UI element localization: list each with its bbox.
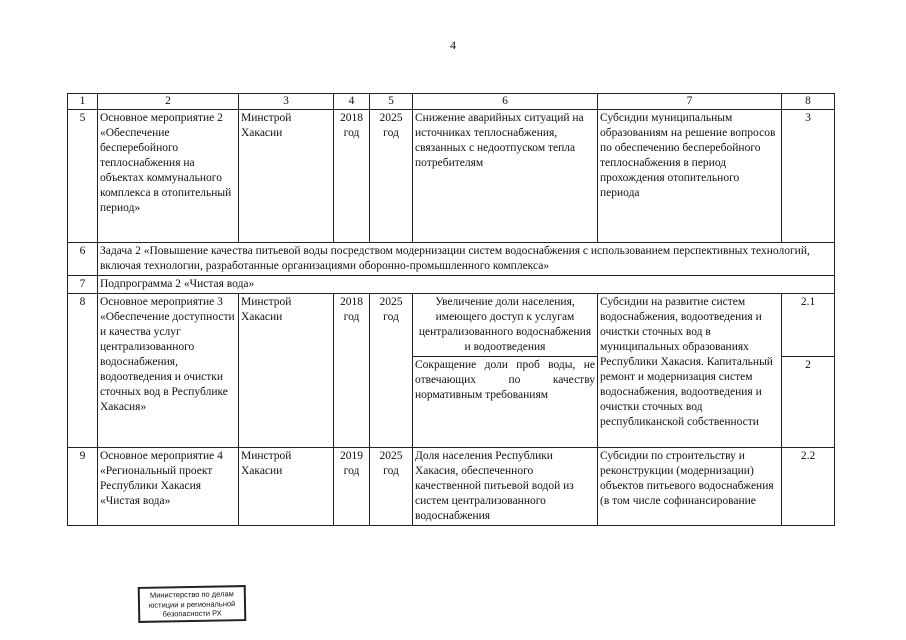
row-number: 9 <box>68 448 98 526</box>
main-measures: Субсидии по строительству и реконструкции (модернизации) объектов питьевого водоснабжения (в том числе софинансирование <box>598 448 782 526</box>
indicator-link: 2.1 <box>782 294 835 357</box>
table-row <box>68 276 835 294</box>
table-row <box>68 110 835 243</box>
end-year: 2025 год <box>370 110 413 243</box>
header-cell: 3 <box>239 94 334 110</box>
header-cell: 4 <box>334 94 370 110</box>
stamp-line: безопасности РХ <box>162 608 222 619</box>
activity-name: Основное мероприятие 2 «Обеспечение бесперебойного теплоснабжения на объектах коммунального комплекса в отопительный период» <box>98 110 239 243</box>
start-year: 2018 год <box>334 294 370 448</box>
expected-result: Сокращение доли проб воды, не отвечающих по качеству нормативным требованиям <box>413 357 598 448</box>
row-number: 7 <box>68 276 98 294</box>
executor: Минстрой Хакасии <box>239 110 334 243</box>
task-heading: Задача 2 «Повышение качества питьевой воды посредством модернизации систем водоснабжения с использованием перспективных технологий, включая технологии, разработанные организациями оборонно-промышленного комплекса» <box>98 243 835 276</box>
header-cell: 1 <box>68 94 98 110</box>
indicator-link: 2 <box>782 357 835 448</box>
row-number: 6 <box>68 243 98 276</box>
subprogram-heading: Подпрограмма 2 «Чистая вода» <box>98 276 835 294</box>
end-year: 2025 год <box>370 448 413 526</box>
header-row <box>68 94 835 110</box>
start-year: 2018 год <box>334 110 370 243</box>
indicator-link: 3 <box>782 110 835 243</box>
header-cell: 6 <box>413 94 598 110</box>
table-row <box>68 243 835 276</box>
activity-name: Основное мероприятие 3 «Обеспечение доступности и качества услуг централизованного водоснабжения, водоотведения и очистки сточных вод в Республике Хакасия» <box>98 294 239 448</box>
header-cell: 8 <box>782 94 835 110</box>
activity-name: Основное мероприятие 4 «Региональный проект Республики Хакасия «Чистая вода» <box>98 448 239 526</box>
table-row <box>68 294 835 357</box>
table-row <box>68 448 835 526</box>
stamp-line: Министерство по делам <box>149 589 234 600</box>
main-measures: Субсидии муниципальным образованиям на решение вопросов по обеспечению бесперебойного теплоснабжения в период прохождения отопительного периода <box>598 110 782 243</box>
page-number: 4 <box>450 38 456 52</box>
end-year: 2025 год <box>370 294 413 448</box>
executor: Минстрой Хакасии <box>239 448 334 526</box>
stamp-line: юстиции и региональной <box>148 598 236 610</box>
header-cell: 7 <box>598 94 782 110</box>
header-cell: 5 <box>370 94 413 110</box>
header-cell: 2 <box>98 94 239 110</box>
row-number: 5 <box>68 110 98 243</box>
expected-result: Доля населения Республики Хакасия, обеспеченного качественной питьевой водой из систем централизованного водоснабжения <box>413 448 598 526</box>
start-year: 2019 год <box>334 448 370 526</box>
program-table <box>67 93 835 526</box>
expected-result: Увеличение доли населения, имеющего доступ к услугам централизованного водоснабжения и водоотведения <box>413 294 598 357</box>
expected-result: Снижение аварийных ситуаций на источниках теплоснабжения, связанных с недоотпуском тепла потребителям <box>413 110 598 243</box>
executor: Минстрой Хакасии <box>239 294 334 448</box>
ministry-stamp <box>138 585 247 623</box>
row-number: 8 <box>68 294 98 448</box>
main-measures: Субсидии на развитие систем водоснабжения, водоотведения и очистки сточных вод в муниципальных образованиях Республики Хакасия. Капитальный ремонт и модернизация систем водоснабжения, водоотведения и очистки сточных вод республиканской собственности <box>598 294 782 448</box>
indicator-link: 2.2 <box>782 448 835 526</box>
